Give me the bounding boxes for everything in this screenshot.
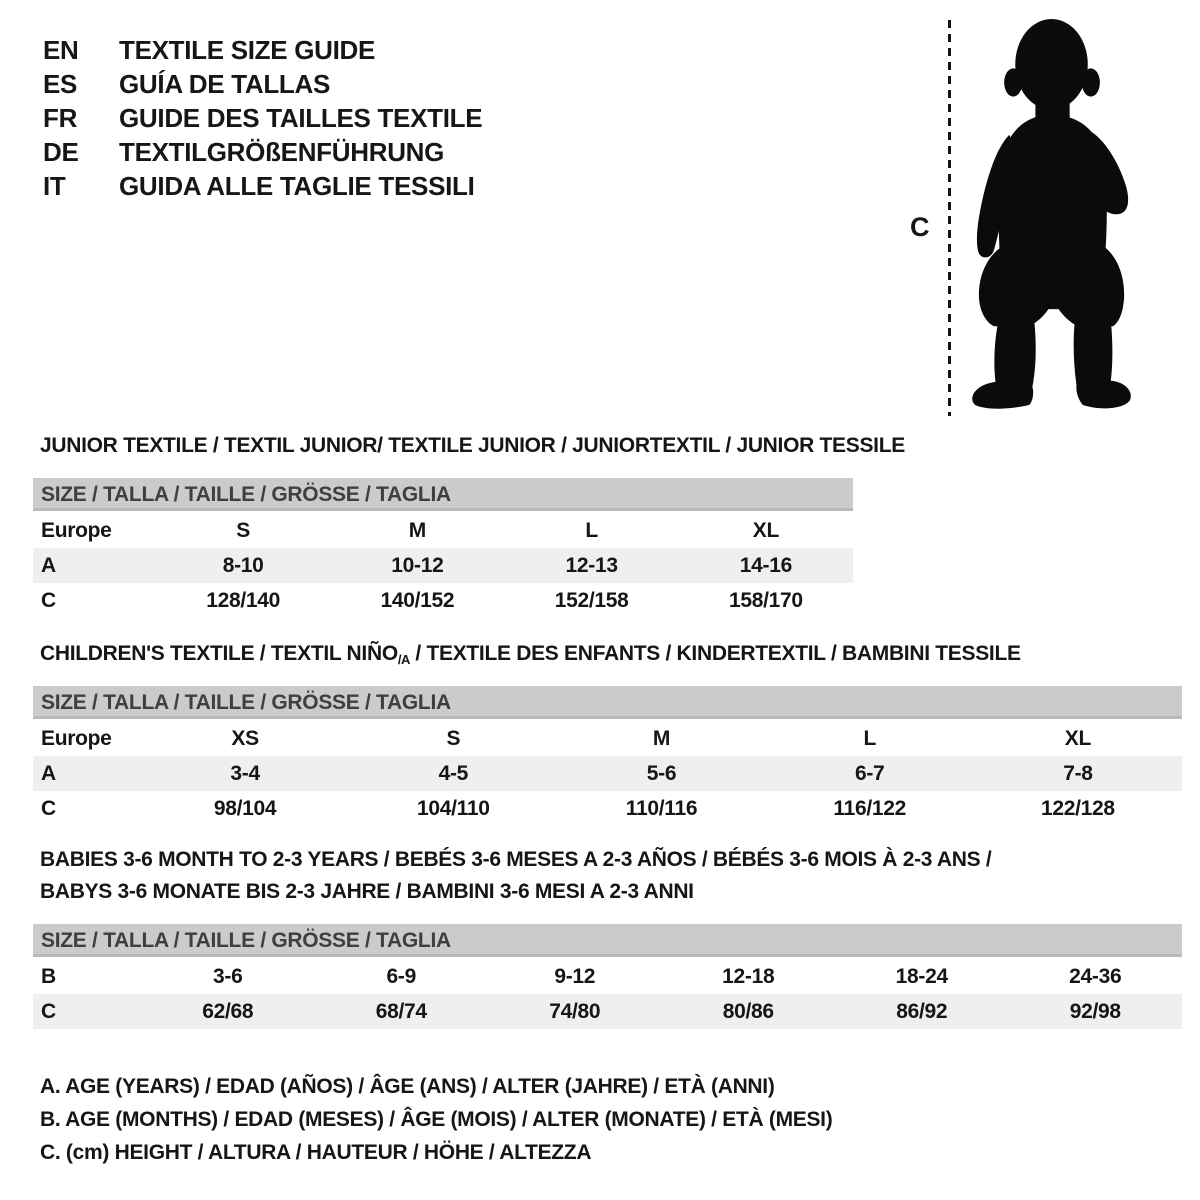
- height-value: 128/140: [206, 589, 281, 612]
- height-value: 92/98: [1069, 1000, 1121, 1023]
- language-title: TEXTILE SIZE GUIDE: [119, 35, 376, 65]
- size-value: L: [585, 519, 598, 542]
- height-value: 80/86: [722, 1000, 774, 1023]
- size-header-bar: SIZE / TALLA / TAILLE / GRÖSSE / TAGLIA: [33, 478, 853, 511]
- table-row-europe: [33, 513, 853, 548]
- row-label: A: [41, 554, 56, 577]
- language-code: EN: [43, 35, 79, 65]
- language-code: IT: [43, 171, 66, 201]
- language-row-es: [43, 67, 482, 101]
- size-header-bar: SIZE / TALLA / TAILLE / GRÖSSE / TAGLIA: [33, 686, 1182, 719]
- children-title-subscript: /A: [397, 652, 410, 667]
- row-label: C: [41, 1000, 56, 1023]
- height-value: 110/116: [625, 797, 698, 820]
- language-title: GUIDE DES TAILLES TEXTILE: [119, 103, 483, 133]
- height-value: 68/74: [375, 1000, 427, 1023]
- row-label: A: [41, 762, 56, 785]
- height-value: 62/68: [202, 1000, 254, 1023]
- height-value: 158/170: [728, 589, 803, 612]
- size-value: L: [863, 727, 876, 750]
- language-code: DE: [43, 137, 79, 167]
- legend-line-b: B. AGE (MONTHS) / EDAD (MESES) / ÂGE (MOIS) / ALTER (MONATE) / ETÀ (MESI): [40, 1108, 833, 1131]
- table-row-europe: [33, 721, 1182, 756]
- table-row-height: [33, 994, 1182, 1029]
- language-row-it: [43, 169, 482, 203]
- height-value: 122/128: [1041, 797, 1115, 820]
- junior-size-table: [33, 478, 853, 618]
- junior-section-title: JUNIOR TEXTILE / TEXTIL JUNIOR/ TEXTILE JUNIOR / JUNIORTEXTIL / JUNIOR TESSILE: [40, 434, 905, 457]
- legend-line-a: A. AGE (YEARS) / EDAD (AÑOS) / ÂGE (ANS) / ALTER (JAHRE) / ETÀ (ANNI): [40, 1075, 775, 1098]
- size-header-bar: SIZE / TALLA / TAILLE / GRÖSSE / TAGLIA: [33, 924, 1182, 957]
- height-value: 74/80: [549, 1000, 601, 1023]
- babies-size-table: [33, 924, 1182, 1029]
- height-value: 152/158: [554, 589, 629, 612]
- age-value: 14-16: [739, 554, 792, 577]
- age-value: 4-5: [438, 762, 469, 785]
- size-value: S: [236, 519, 250, 542]
- age-value: 3-4: [230, 762, 260, 785]
- toddler-silhouette-icon: [963, 18, 1133, 418]
- babies-section-title-line2: BABYS 3-6 MONATE BIS 2-3 JAHRE / BAMBINI 3-6 MESI A 2-3 ANNI: [40, 880, 694, 903]
- language-title: GUIDA ALLE TAGLIE TESSILI: [119, 171, 475, 201]
- row-label: Europe: [41, 727, 112, 750]
- children-size-table: [33, 686, 1182, 826]
- table-row-height: [33, 583, 853, 618]
- size-value: M: [652, 727, 671, 750]
- children-title-text: CHILDREN'S TEXTILE / TEXTIL NIÑO: [40, 642, 398, 665]
- row-label: C: [41, 797, 56, 820]
- row-label: C: [41, 589, 56, 612]
- height-measure-dashed-line: [948, 20, 951, 416]
- age-months-value: 3-6: [213, 965, 243, 988]
- age-value: 8-10: [222, 554, 264, 577]
- measurement-legend: [40, 1070, 832, 1169]
- age-months-value: 12-18: [722, 965, 775, 988]
- height-value: 98/104: [213, 797, 277, 820]
- children-section-title: [40, 642, 1021, 667]
- language-row-de: [43, 135, 482, 169]
- table-row-height: [33, 791, 1182, 826]
- language-title: TEXTILGRÖßENFÜHRUNG: [119, 137, 445, 167]
- age-value: 6-7: [854, 762, 885, 785]
- height-value: 104/110: [416, 797, 490, 820]
- row-label: Europe: [41, 519, 112, 542]
- legend-line-c: C. (cm) HEIGHT / ALTURA / HAUTEUR / HÖHE / ALTEZZA: [40, 1141, 592, 1164]
- language-title: GUÍA DE TALLAS: [119, 69, 331, 99]
- size-value: XL: [1064, 727, 1092, 750]
- language-code: ES: [43, 69, 78, 99]
- language-row-en: [43, 33, 482, 67]
- height-value: 140/152: [380, 589, 455, 612]
- table-row-age-months: [33, 959, 1182, 994]
- table-row-age: [33, 756, 1182, 791]
- size-value: M: [408, 519, 426, 542]
- age-value: 7-8: [1063, 762, 1093, 785]
- height-value: 116/122: [833, 797, 907, 820]
- language-code: FR: [43, 103, 78, 133]
- age-months-value: 9-12: [554, 965, 596, 988]
- size-value: XL: [752, 519, 779, 542]
- height-value: 86/92: [896, 1000, 948, 1023]
- size-value: S: [446, 727, 461, 750]
- row-label: B: [41, 965, 56, 988]
- height-measure-label: C: [910, 212, 930, 242]
- size-value: XS: [231, 727, 259, 750]
- babies-section-title-line1: BABIES 3-6 MONTH TO 2-3 YEARS / BEBÉS 3-6 MESES A 2-3 AÑOS / BÉBÉS 3-6 MOIS À 2-3 ANS /: [40, 848, 992, 871]
- age-months-value: 6-9: [386, 965, 416, 988]
- age-months-value: 18-24: [895, 965, 948, 988]
- table-row-age: [33, 548, 853, 583]
- age-value: 12-13: [565, 554, 618, 577]
- age-value: 5-6: [646, 762, 677, 785]
- children-title-text: / TEXTILE DES ENFANTS / KINDERTEXTIL / BAMBINI TESSILE: [409, 642, 1021, 665]
- language-title-list: [43, 33, 482, 203]
- age-value: 10-12: [391, 554, 444, 577]
- language-row-fr: [43, 101, 482, 135]
- age-months-value: 24-36: [1069, 965, 1122, 988]
